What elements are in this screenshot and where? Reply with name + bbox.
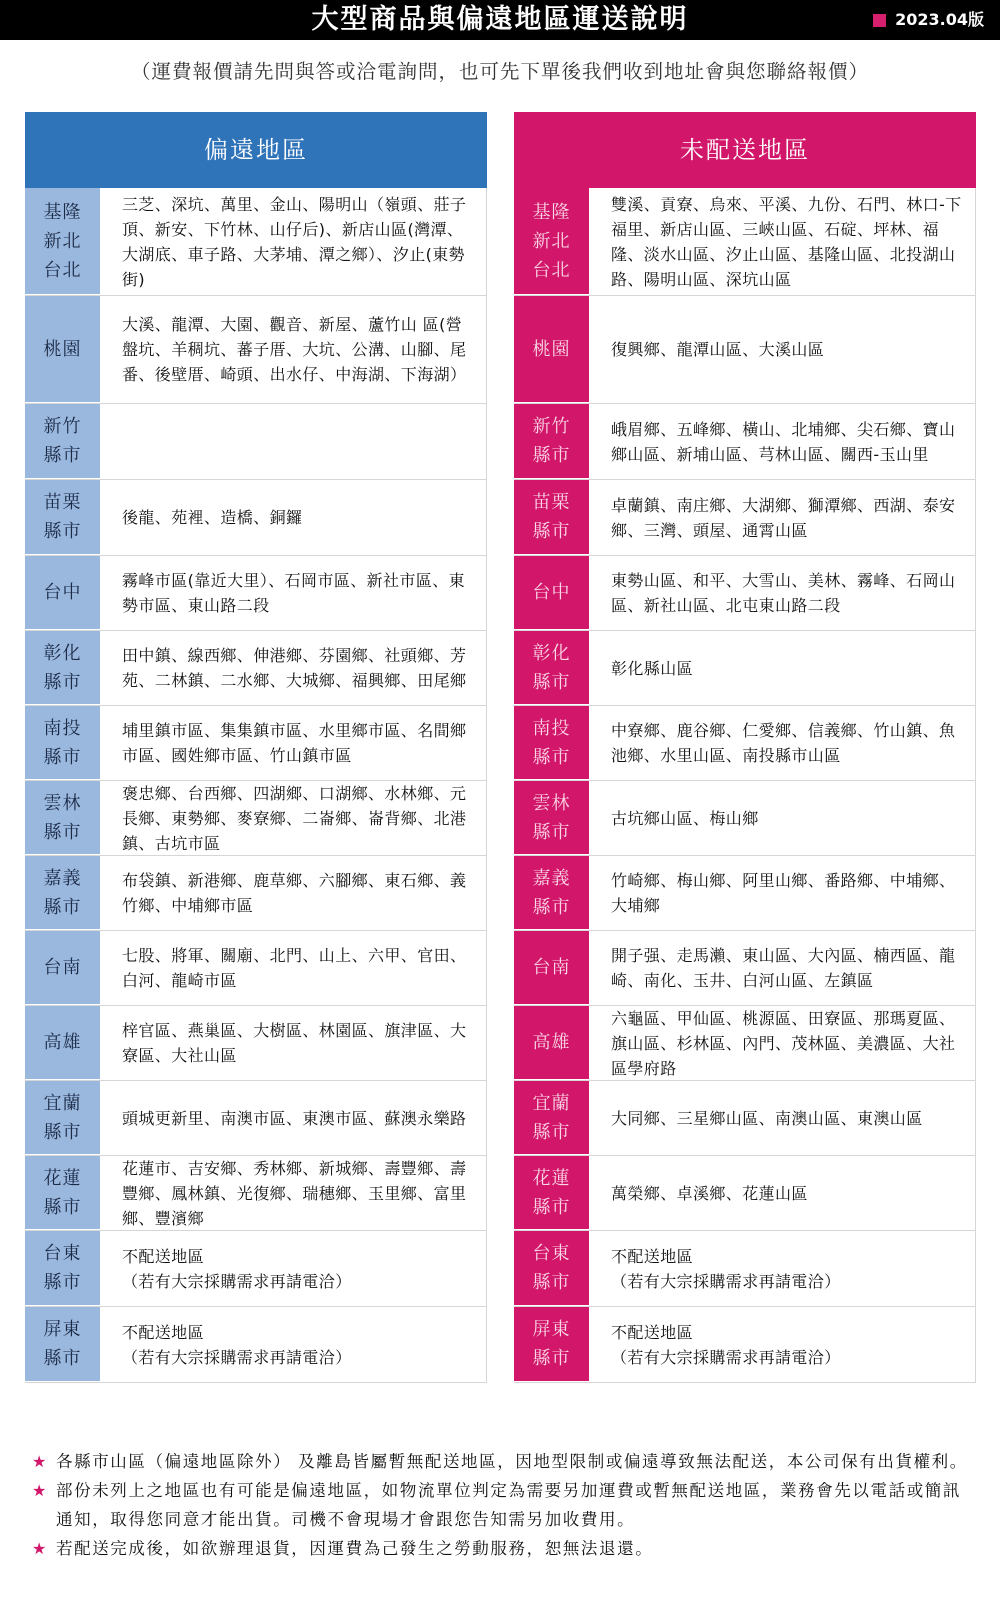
- no-delivery-row: [514, 856, 976, 931]
- area-list: 不配送地區 （若有大宗採購需求再請電洽）: [122, 1246, 352, 1291]
- area-list: 大溪、龍潭、大園、觀音、新屋、蘆竹山 區(營盤坑、羊稠坑、蕃子厝、大坑、公溝、山腳、尾番、後壁厝、崎頭、出水仔、中海湖、下海湖）: [122, 315, 467, 384]
- area-list: 梓官區、燕巢區、大樹區、林園區、旗津區、大寮區、大社山區: [122, 1021, 467, 1065]
- region-label: 台中: [25, 556, 100, 630]
- area-list: 不配送地區 （若有大宗採購需求再請電洽）: [611, 1322, 841, 1367]
- no-delivery-row: [514, 556, 976, 631]
- no-delivery-column: [514, 112, 976, 1383]
- header-bar: [0, 0, 1000, 40]
- area-list: 竹崎鄉、梅山鄉、阿里山鄉、番路鄉、中埔鄉、大埔鄉: [611, 871, 956, 915]
- star-icon: ★: [32, 1539, 48, 1558]
- remote-area-row: [25, 480, 487, 556]
- no-delivery-row: [514, 188, 976, 296]
- region-label: 嘉義 縣市: [25, 856, 100, 930]
- area-list: 東勢山區、和平、大雪山、美林、霧峰、石岡山區、新社山區、北屯東山路二段: [611, 571, 956, 615]
- remote-area-row: [25, 1307, 487, 1383]
- remote-area-row: [25, 188, 487, 296]
- footnote-text: 若配送完成後，如欲辦理退貨，因運費為己發生之勞動服務，恕無法退還。: [56, 1539, 654, 1558]
- area-list: 後龍、苑裡、造橋、銅鑼: [122, 508, 303, 527]
- region-label: 台東 縣市: [25, 1231, 100, 1306]
- area-list: 褒忠鄉、台西鄉、四湖鄉、口湖鄉、水林鄉、元長鄉、東勢鄉、麥寮鄉、二崙鄉、崙背鄉、北港鎮、古坑市區: [122, 783, 467, 853]
- remote-area-row: [25, 856, 487, 931]
- region-label: 高雄: [514, 1006, 589, 1080]
- no-delivery-row: [514, 631, 976, 706]
- no-delivery-rows: [514, 188, 976, 1383]
- version-badge: [873, 9, 984, 31]
- region-label: 苗栗 縣市: [25, 480, 100, 555]
- area-list: 卓蘭鎮、南庄鄉、大湖鄉、獅潭鄉、西湖、泰安鄉、三灣、頭屋、通霄山區: [611, 495, 956, 540]
- no-delivery-row: [514, 931, 976, 1006]
- remote-area-row: [25, 706, 487, 781]
- region-label: 基隆 新北 台北: [25, 188, 100, 295]
- remote-area-row: [25, 1231, 487, 1307]
- no-delivery-row: [514, 296, 976, 404]
- no-delivery-row: [514, 404, 976, 480]
- area-list: 布袋鎮、新港鄉、鹿草鄉、六腳鄉、東石鄉、義竹鄉、中埔鄉市區: [122, 871, 467, 915]
- area-list: 中寮鄉、鹿谷鄉、仁愛鄉、信義鄉、竹山鎮、魚池鄉、水里山區、南投縣市山區: [611, 721, 956, 765]
- area-list: 霧峰市區(靠近大里）、石岡市區、新社市區、東勢市區、東山路二段: [122, 571, 466, 615]
- region-label: 台南: [514, 931, 589, 1005]
- remote-area-row: [25, 1081, 487, 1156]
- remote-areas-heading: 偏遠地區: [25, 112, 487, 188]
- no-delivery-row: [514, 1231, 976, 1307]
- remote-area-row: [25, 1156, 487, 1231]
- remote-areas-column: [25, 112, 487, 1383]
- area-list: [100, 404, 486, 479]
- area-list: 不配送地區 （若有大宗採購需求再請電洽）: [611, 1246, 841, 1291]
- region-label: 南投 縣市: [25, 706, 100, 780]
- shipping-quote-note: （運費報價請先問與答或洽電詢問，也可先下單後我們收到地址會與您聯絡報價）: [130, 60, 869, 83]
- star-icon: ★: [32, 1452, 48, 1471]
- region-label: 屏東 縣市: [514, 1307, 589, 1382]
- remote-area-row: [25, 781, 487, 856]
- no-delivery-row: [514, 1156, 976, 1231]
- area-list: 不配送地區 （若有大宗採購需求再請電洽）: [122, 1322, 352, 1367]
- remote-area-row: [25, 404, 487, 480]
- region-label: 台東 縣市: [514, 1231, 589, 1306]
- area-list: 埔里鎮市區、集集鎮市區、水里鄉市區、名間鄉市區、國姓鄉市區、竹山鎮市區: [122, 721, 467, 765]
- region-label: 雲林 縣市: [514, 781, 589, 855]
- no-delivery-row: [514, 1006, 976, 1081]
- area-list: 開子强、走馬瀨、東山區、大內區、楠西區、龍崎、南化、玉井、白河山區、左鎮區: [611, 946, 956, 990]
- region-label: 南投 縣市: [514, 706, 589, 780]
- area-list: 復興鄉、龍潭山區、大溪山區: [611, 340, 825, 359]
- remote-area-row: [25, 1006, 487, 1081]
- region-label: 彰化 縣市: [25, 631, 100, 705]
- remote-area-row: [25, 296, 487, 404]
- area-list: 七股、將軍、關廟、北門、山上、六甲、官田、白河、龍崎市區: [122, 946, 467, 990]
- square-bullet-icon: [873, 14, 886, 27]
- region-label: 台南: [25, 931, 100, 1005]
- area-list: 萬榮鄉、卓溪鄉、花蓮山區: [611, 1183, 808, 1203]
- area-list: 古坑鄉山區、梅山鄉: [611, 808, 759, 828]
- region-label: 花蓮 縣市: [25, 1156, 100, 1230]
- no-delivery-row: [514, 480, 976, 556]
- area-list: 彰化縣山區: [611, 658, 694, 678]
- area-list: 三芝、深坑、萬里、金山、陽明山（嶺頭、莊子頂、新安、下竹林、山仔后)、新店山區(灣潭、大湖底、車子路、大茅埔、潭之鄉）、汐止(東勢街): [122, 194, 467, 289]
- footnote-item: [32, 1534, 972, 1563]
- region-label: 新竹 縣市: [25, 404, 100, 479]
- region-label: 宜蘭 縣市: [25, 1081, 100, 1155]
- area-list: 雙溪、貢寮、烏來、平溪、九份、石門、林口-下福里、新店山區、三峽山區、石碇、坪林、福隆、淡水山區、汐止山區、基隆山區、北投湖山路、陽明山區、深坑山區: [611, 194, 962, 289]
- region-label: 花蓮 縣市: [514, 1156, 589, 1230]
- remote-areas-rows: [25, 188, 487, 1383]
- no-delivery-row: [514, 1081, 976, 1156]
- region-label: 屏東 縣市: [25, 1307, 100, 1382]
- area-list: 峨眉鄉、五峰鄉、橫山、北埔鄉、尖石鄉、寶山鄉山區、新埔山區、芎林山區、關西-玉山里: [611, 419, 956, 464]
- region-label: 桃園: [25, 296, 100, 403]
- footnotes: [32, 1447, 972, 1563]
- star-icon: ★: [32, 1481, 48, 1500]
- no-delivery-row: [514, 781, 976, 856]
- region-label: 嘉義 縣市: [514, 856, 589, 930]
- footnote-item: [32, 1476, 972, 1534]
- region-label: 桃園: [514, 296, 589, 403]
- version-label: 2023.04版: [895, 10, 984, 29]
- footnote-text: 各縣市山區（偏遠地區除外） 及離島皆屬暫無配送地區，因地型限制或偏遠導致無法配送，本公司保有出貨權利。: [56, 1452, 968, 1471]
- footnote-item: [32, 1447, 972, 1476]
- region-label: 苗栗 縣市: [514, 480, 589, 555]
- region-label: 宜蘭 縣市: [514, 1081, 589, 1155]
- area-list: 花蓮市、吉安鄉、秀林鄉、新城鄉、壽豐鄉、壽豐鄉、鳳林鎮、光復鄉、瑞穗鄉、玉里鄉、富里鄉、豐濱鄉: [122, 1158, 467, 1228]
- region-label: 基隆 新北 台北: [514, 188, 589, 295]
- no-delivery-row: [514, 706, 976, 781]
- area-list: 頭城更新里、南澳市區、東澳市區、蘇澳永樂路: [122, 1108, 467, 1128]
- region-label: 新竹 縣市: [514, 404, 589, 479]
- page-title: 大型商品與偏遠地區運送說明: [311, 4, 689, 35]
- region-label: 高雄: [25, 1006, 100, 1080]
- area-list: 田中鎮、線西鄉、伸港鄉、芬園鄉、社頭鄉、芳苑、二林鎮、二水鄉、大城鄉、福興鄉、田尾鄉: [122, 646, 467, 690]
- region-label: 彰化 縣市: [514, 631, 589, 705]
- no-delivery-row: [514, 1307, 976, 1383]
- remote-area-row: [25, 631, 487, 706]
- no-delivery-heading: 未配送地區: [514, 112, 976, 188]
- remote-area-row: [25, 556, 487, 631]
- region-label: 台中: [514, 556, 589, 630]
- region-label: 雲林 縣市: [25, 781, 100, 855]
- remote-area-row: [25, 931, 487, 1006]
- area-list: 六龜區、甲仙區、桃源區、田寮區、那瑪夏區、旗山區、杉林區、內門、茂林區、美濃區、大社區學府路: [611, 1008, 956, 1078]
- footnote-text: 部份未列上之地區也有可能是偏遠地區，如物流單位判定為需要另加運費或暫無配送地區，業務會先以電話或簡訊通知，取得您同意才能出貨。司機不會現場才會跟您告知需另加收費用。: [56, 1481, 961, 1529]
- area-list: 大同鄉、三星鄉山區、南澳山區、東澳山區: [611, 1108, 923, 1128]
